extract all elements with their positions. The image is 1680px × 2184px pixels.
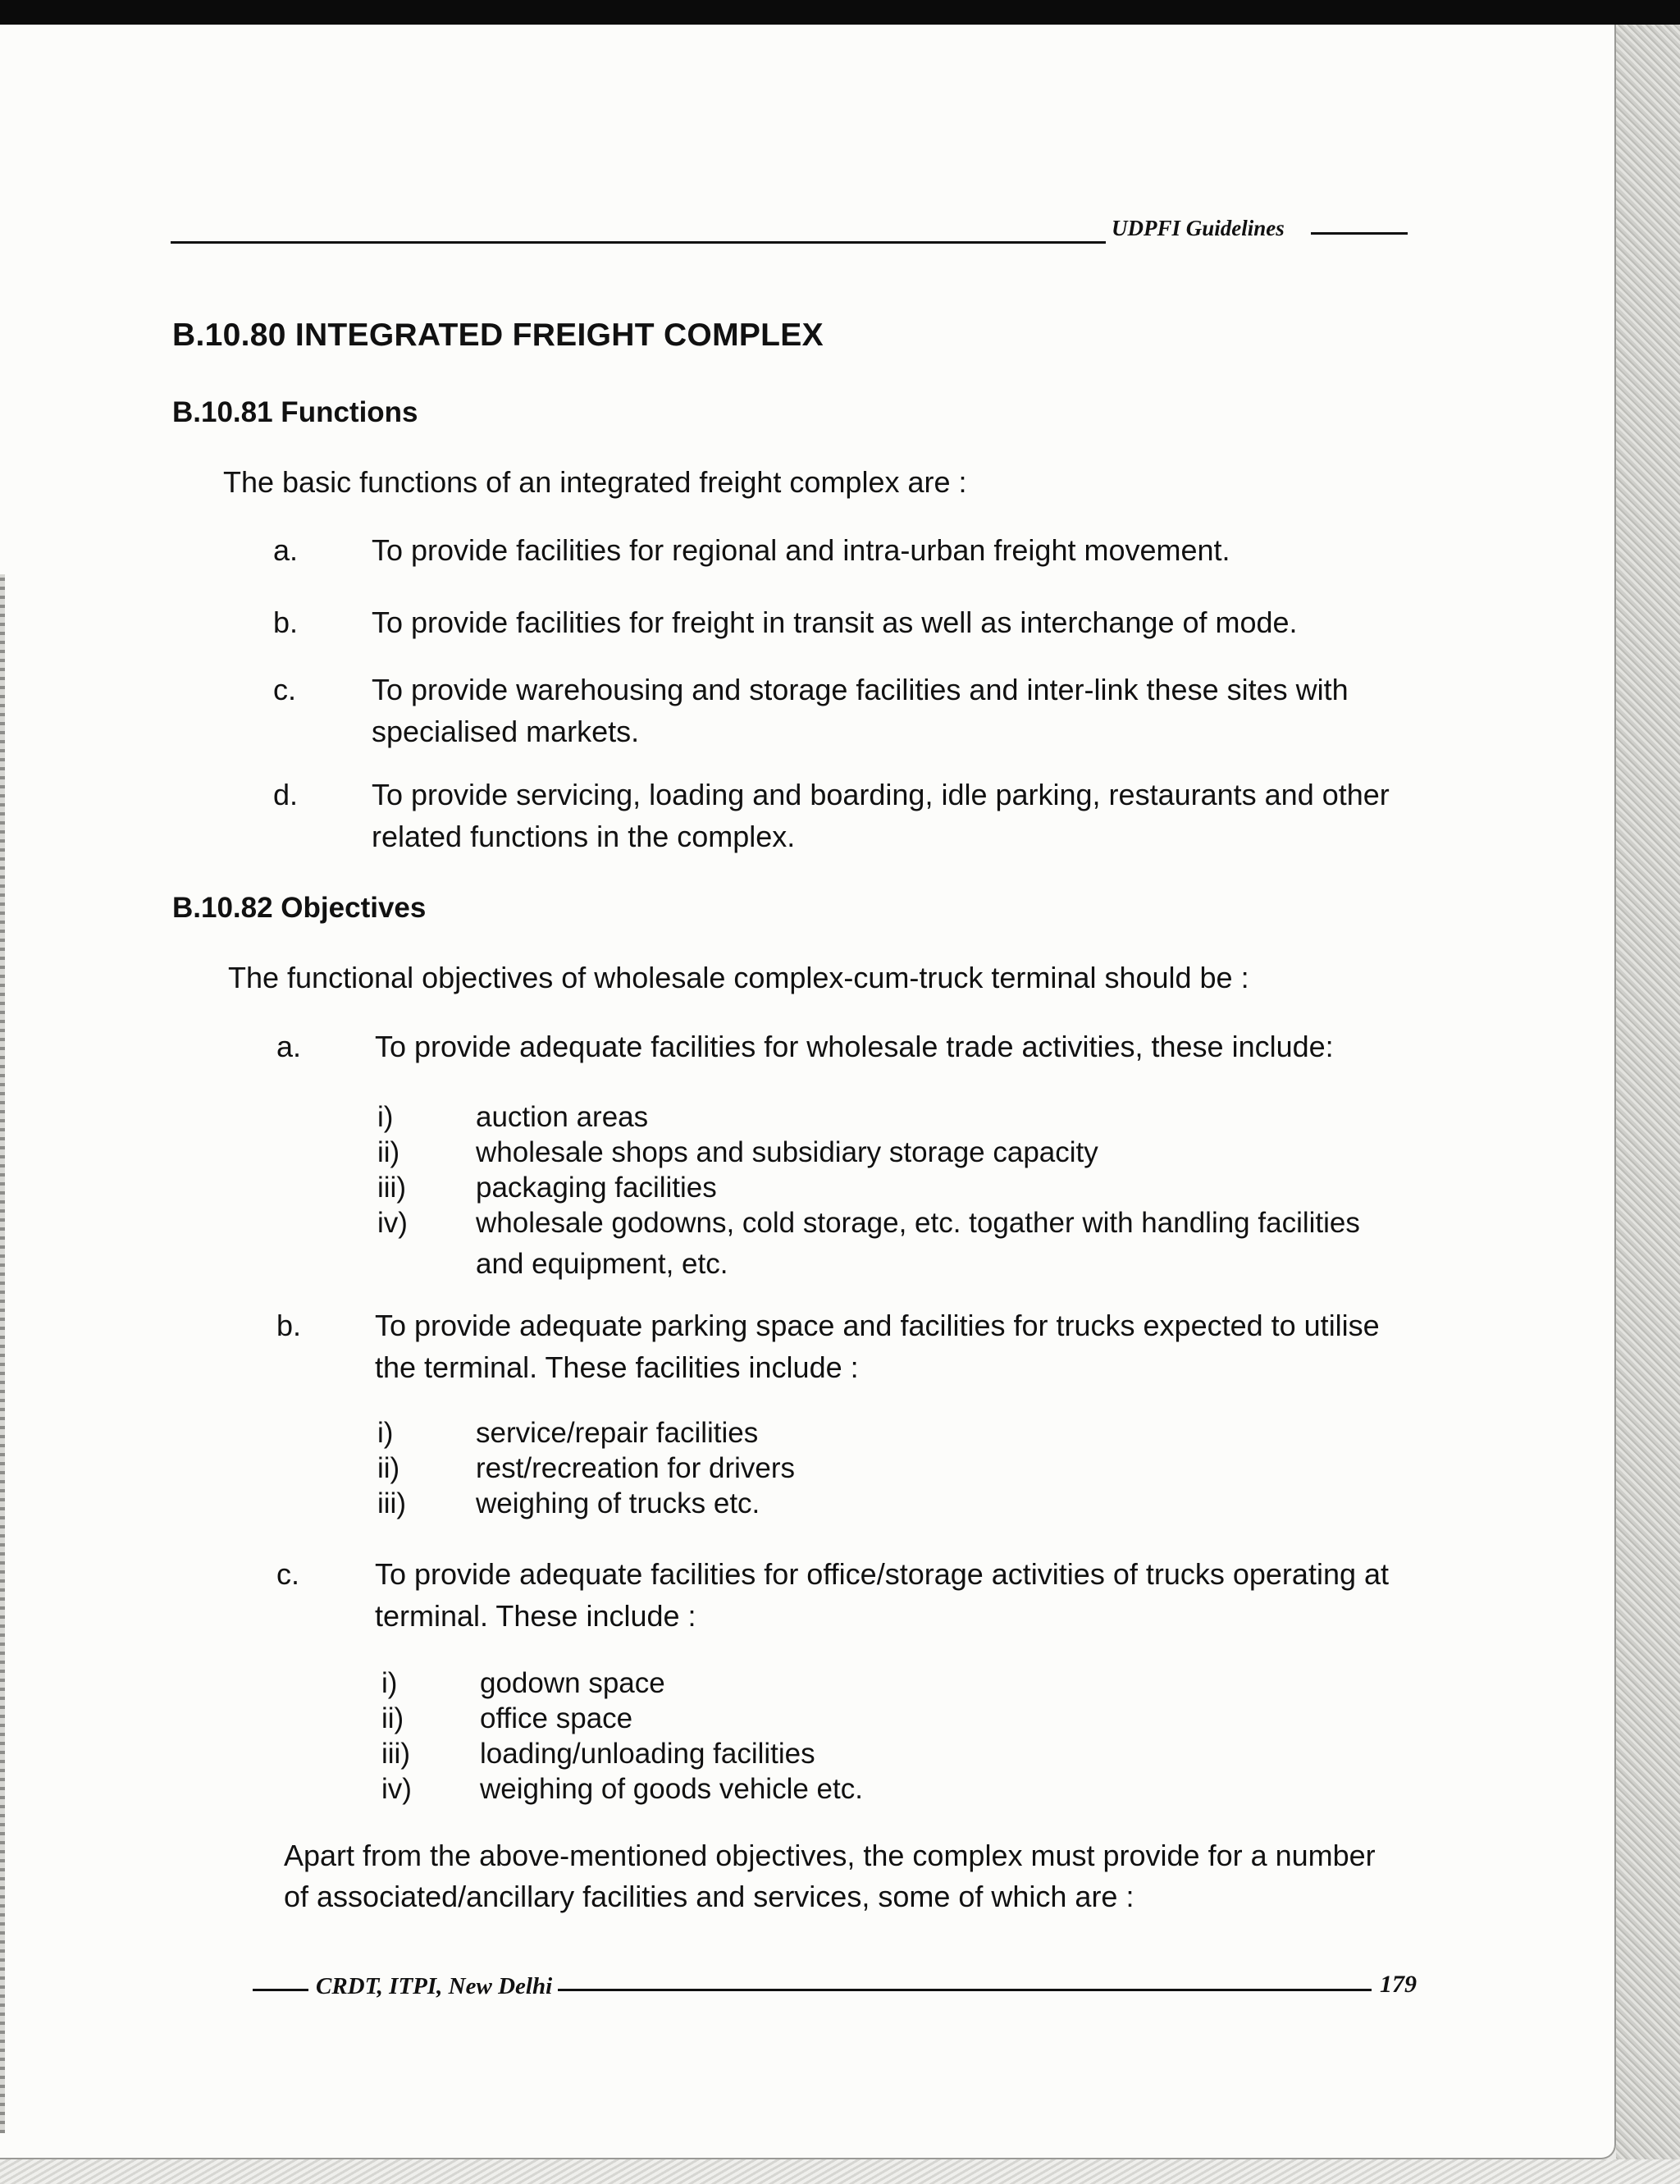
subitem-marker: i)	[381, 1667, 398, 1699]
function-text: To provide facilities for regional and intra-urban freight movement.	[372, 533, 1230, 567]
header-rule-right	[1311, 232, 1408, 235]
header-rule-left	[171, 241, 1106, 244]
footer-rule-left	[253, 1989, 308, 1991]
subitem-marker: i)	[377, 1417, 394, 1449]
subitem-marker: ii)	[377, 1452, 400, 1484]
subitem-text: office space	[480, 1702, 633, 1734]
list-marker: b.	[276, 1309, 302, 1342]
subitem-text: service/repair facilities	[476, 1417, 759, 1449]
running-header: UDPFI Guidelines	[1112, 216, 1285, 240]
scan-bottom-margin-noise	[0, 2159, 1680, 2184]
subitem-marker: ii)	[381, 1702, 404, 1734]
subitem-text: and equipment, etc.	[476, 1248, 728, 1280]
function-text-line-2: related functions in the complex.	[372, 820, 796, 853]
subitem-marker: iii)	[377, 1172, 406, 1204]
subitem-text: weighing of goods vehicle etc.	[480, 1773, 863, 1805]
objectives-intro: The functional objectives of wholesale complex-cum-truck terminal should be :	[228, 961, 1249, 994]
subitem-marker: i)	[377, 1101, 394, 1133]
list-marker: b.	[273, 605, 299, 639]
subitem-marker: ii)	[377, 1136, 400, 1168]
objective-text-line-1: To provide adequate parking space and facilities for trucks expected to utilise	[375, 1309, 1380, 1342]
subitem-text: packaging facilities	[476, 1172, 717, 1204]
objectives-heading: B.10.82 Objectives	[172, 892, 427, 924]
objective-text-line-1: To provide adequate facilities for office/storage activities of trucks operating at	[375, 1557, 1390, 1591]
function-text: To provide facilities for freight in transit as well as interchange of mode.	[372, 605, 1298, 639]
list-marker: a.	[276, 1030, 302, 1063]
subitem-marker: iii)	[377, 1487, 406, 1519]
list-marker: d.	[273, 778, 299, 811]
page-number: 179	[1380, 1971, 1417, 1998]
subitem-marker: iv)	[377, 1207, 408, 1239]
list-marker: a.	[273, 533, 299, 567]
section-title: B.10.80 INTEGRATED FREIGHT COMPLEX	[172, 318, 824, 353]
objective-text-line-2: the terminal. These facilities include :	[375, 1350, 859, 1384]
subitem-text: wholesale shops and subsidiary storage capacity	[476, 1136, 1098, 1168]
footer-publisher: CRDT, ITPI, New Delhi	[316, 1973, 553, 1999]
subitem-text: godown space	[480, 1667, 665, 1699]
functions-intro: The basic functions of an integrated freight complex are :	[223, 465, 967, 499]
function-text-line-2: specialised markets.	[372, 715, 640, 748]
objective-text-line-2: terminal. These include :	[375, 1599, 696, 1633]
subitem-text: wholesale godowns, cold storage, etc. togather with handling facilities	[476, 1207, 1360, 1239]
subitem-marker: iii)	[381, 1738, 410, 1770]
closing-paragraph-line-1: Apart from the above-mentioned objectives, the complex must provide for a number	[284, 1839, 1376, 1872]
subitem-marker: iv)	[381, 1773, 412, 1805]
scan-right-margin-noise	[1616, 25, 1680, 2184]
scan-left-edge	[0, 574, 5, 2133]
objective-text: To provide adequate facilities for wholesale trade activities, these include:	[375, 1030, 1334, 1063]
function-text-line-1: To provide warehousing and storage facilities and inter-link these sites with	[372, 673, 1349, 706]
functions-heading: B.10.81 Functions	[172, 396, 418, 428]
scan-top-border	[0, 0, 1680, 25]
subitem-text: weighing of trucks etc.	[476, 1487, 760, 1519]
list-marker: c.	[273, 673, 297, 706]
list-marker: c.	[276, 1557, 300, 1591]
subitem-text: rest/recreation for drivers	[476, 1452, 796, 1484]
subitem-text: auction areas	[476, 1101, 649, 1133]
closing-paragraph-line-2: of associated/ancillary facilities and services, some of which are :	[284, 1880, 1134, 1913]
subitem-text: loading/unloading facilities	[480, 1738, 815, 1770]
function-text-line-1: To provide servicing, loading and boarding, idle parking, restaurants and other	[372, 778, 1390, 811]
footer-rule-right	[558, 1989, 1372, 1991]
